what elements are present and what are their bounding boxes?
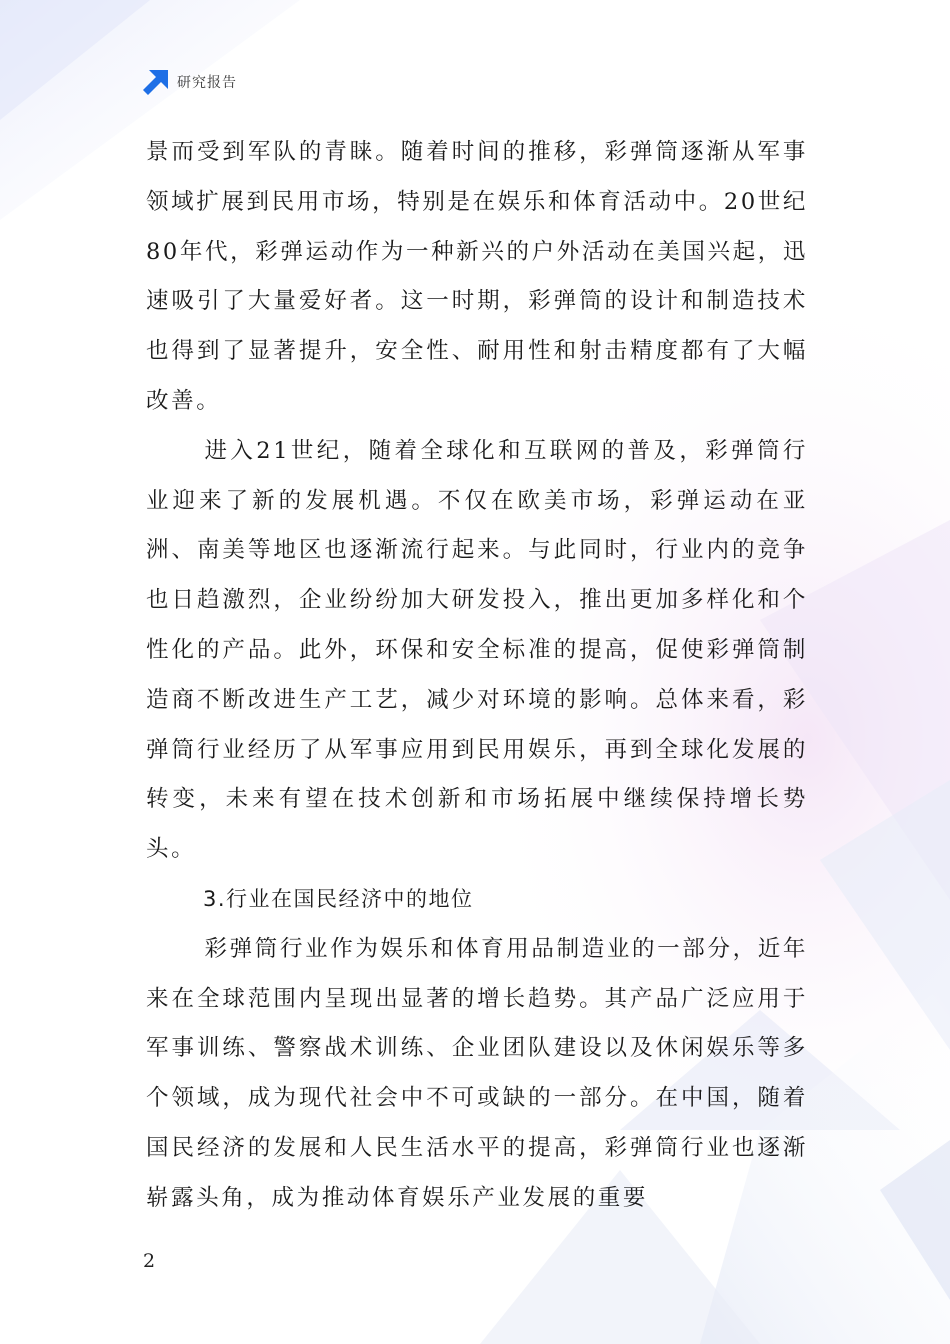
report-header	[143, 68, 237, 96]
arrow-up-right-icon	[143, 69, 169, 95]
section-heading: 3.行业在国民经济中的地位	[203, 886, 474, 911]
page-number: 2	[143, 1250, 156, 1272]
paragraph-1: 景而受到军队的青睐。随着时间的推移，彩弹筒逐渐从军事领域扩展到民用市场，特别是在娱乐和体育活动中。20世纪80年代，彩弹运动作为一种新兴的户外活动在美国兴起，迅速吸引了大量爱好者。这一时期，彩弹筒的设计和制造技术也得到了显著提升，安全性、耐用性和射击精度都有了大幅改善。	[146, 139, 808, 414]
paragraph-3: 彩弹筒行业作为娱乐和体育用品制造业的一部分，近年来在全球范围内呈现出显著的增长趋势。其产品广泛应用于军事训练、警察战术训练、企业团队建设以及休闲娱乐等多个领域，成为现代社会中不可或缺的一部分。在中国，随着国民经济的发展和人民生活水平的提高，彩弹筒行业也逐渐崭露头角，成为推动体育娱乐产业发展的重要	[146, 935, 808, 1211]
header-title: 研究报告	[177, 75, 237, 91]
paragraph-2: 进入21世纪，随着全球化和互联网的普及，彩弹筒行业迎来了新的发展机遇。不仅在欧美市场，彩弹运动在亚洲、南美等地区也逐渐流行起来。与此同时，行业内的竞争也日趋激烈，企业纷纷加大研发投入，推出更加多样化和个性化的产品。此外，环保和安全标准的提高，促使彩弹筒制造商不断改进生产工艺，减少对环境的影响。总体来看，彩弹筒行业经历了从军事应用到民用娱乐，再到全球化发展的转变，未来有望在技术创新和市场拓展中继续保持增长势头。	[146, 437, 808, 863]
document-body	[146, 128, 808, 1224]
